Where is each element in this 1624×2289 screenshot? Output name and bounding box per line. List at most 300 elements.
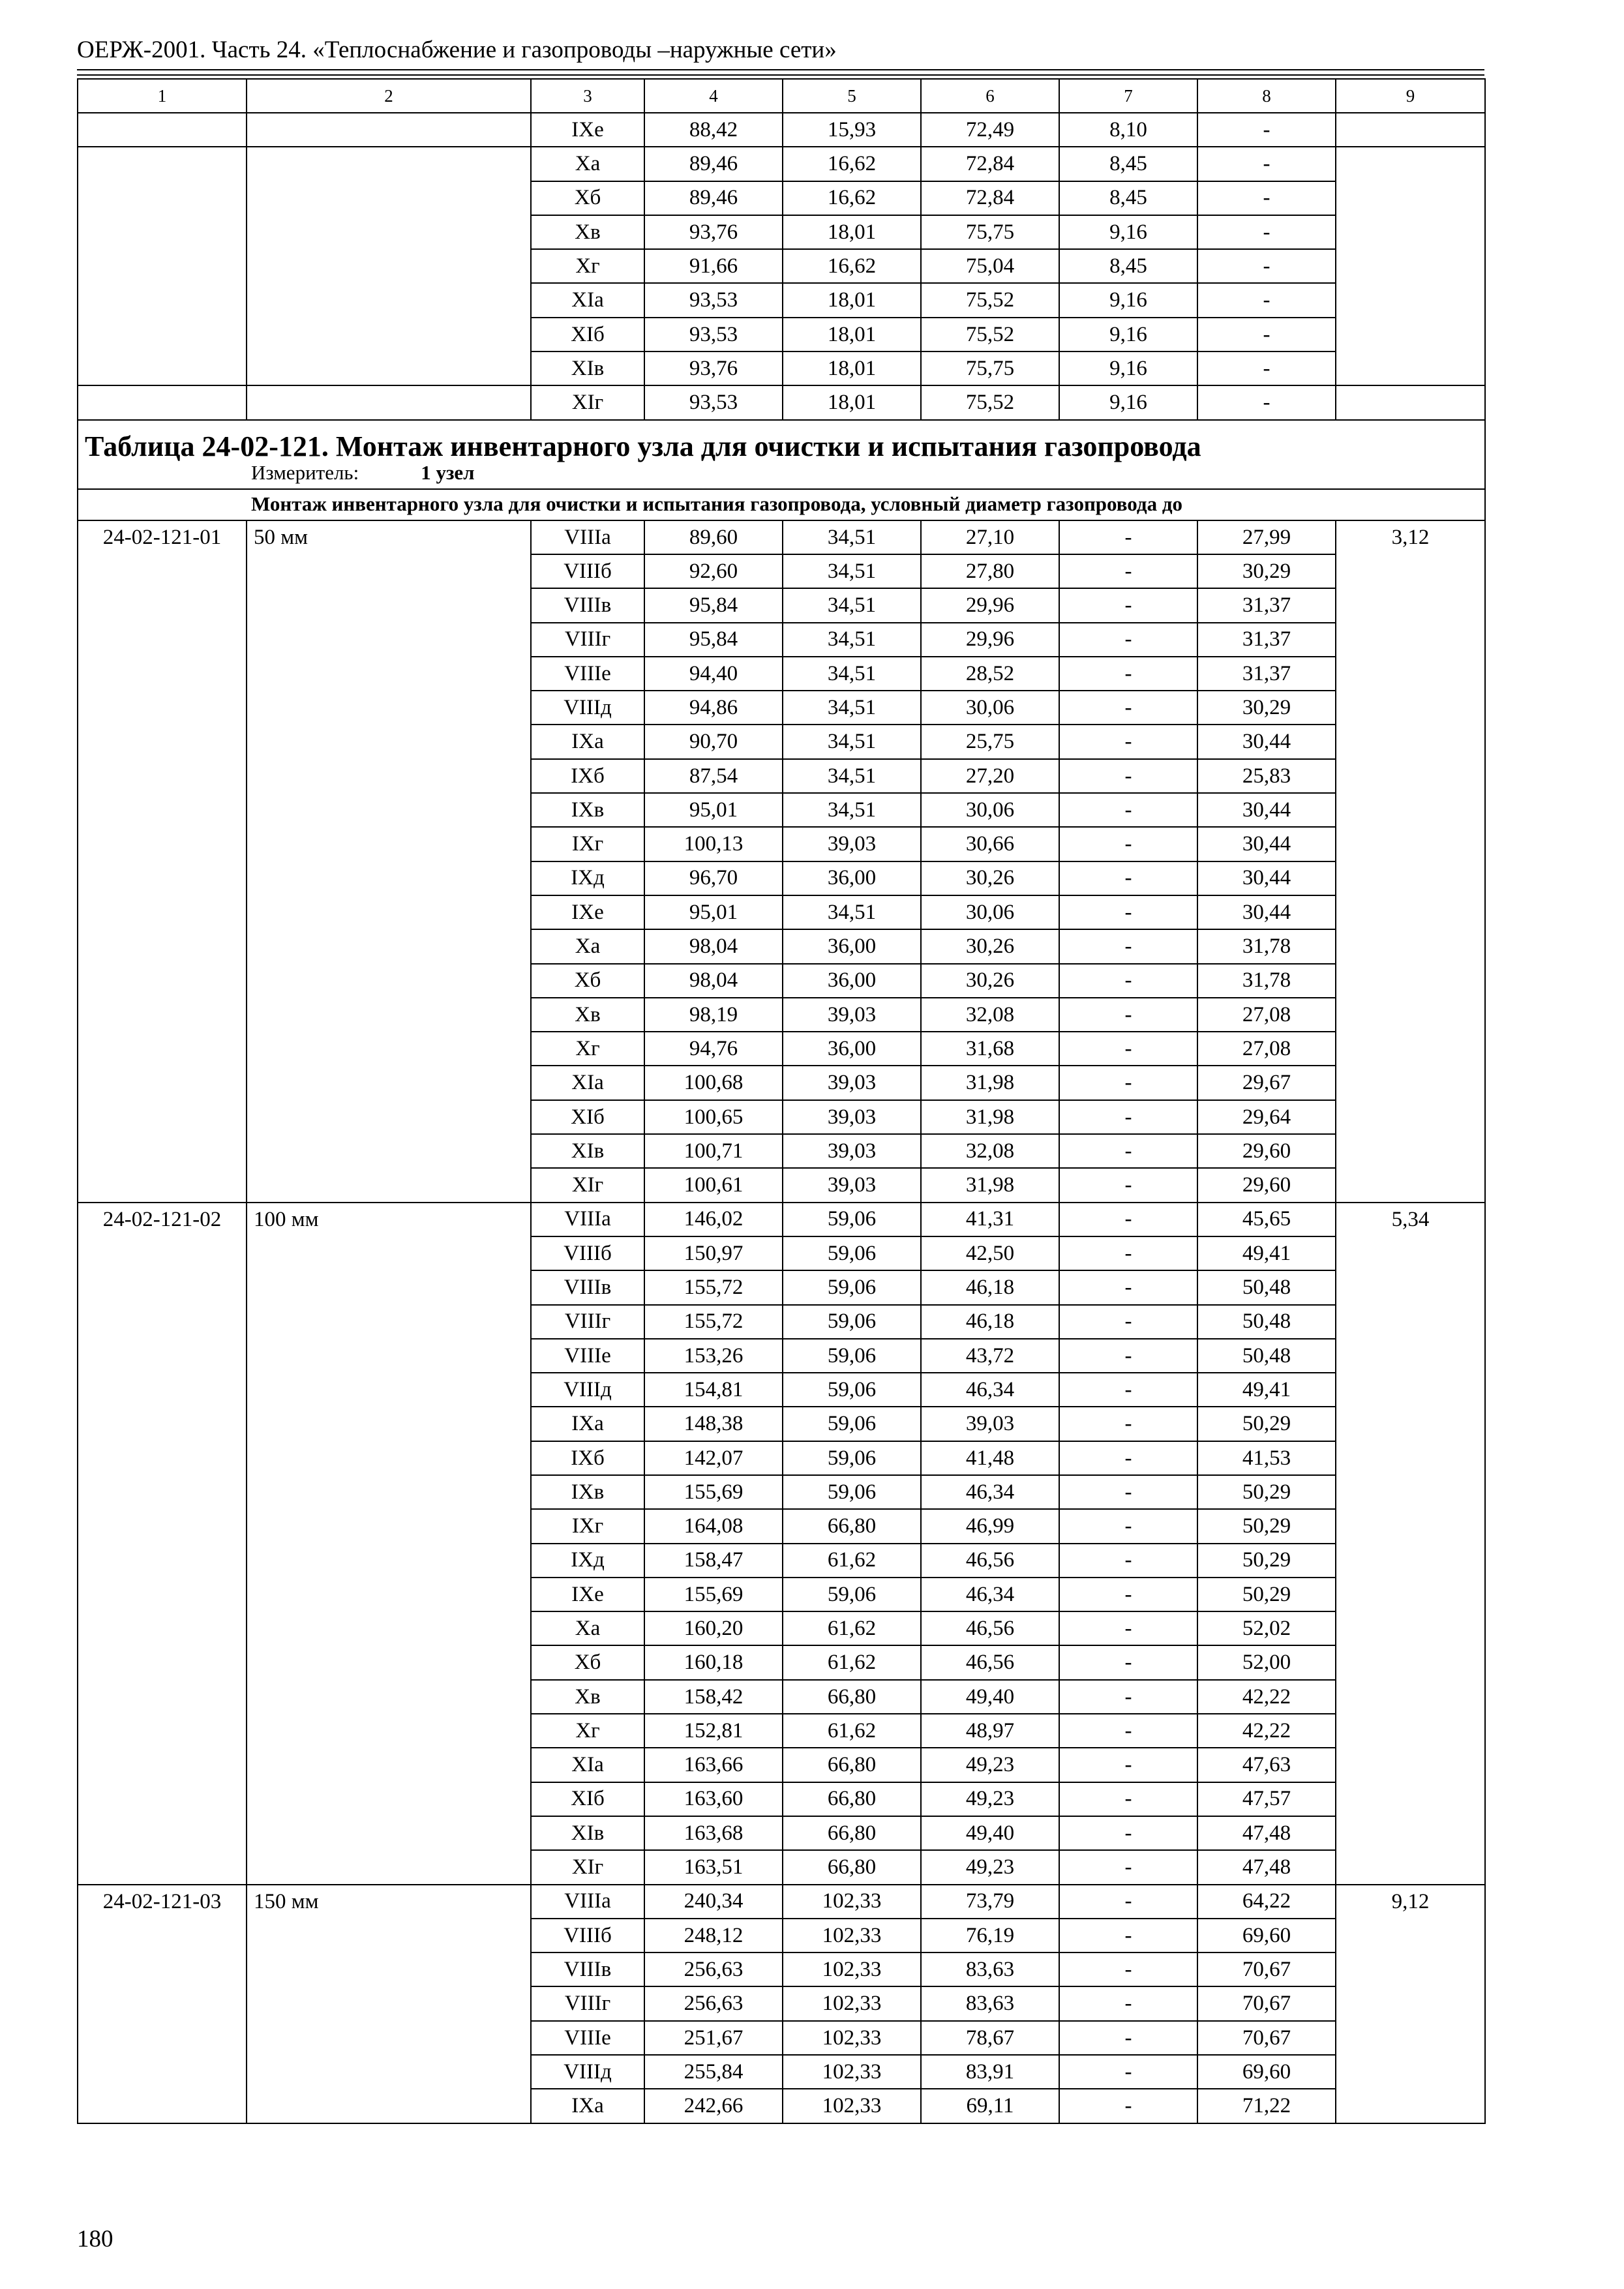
diameter-cell: [247, 283, 531, 317]
machines-cell: 49,40: [921, 1816, 1059, 1850]
page-header: ОЕРЖ-2001. Часть 24. «Теплоснабжение и газопроводы –наружные сети»: [77, 37, 837, 63]
machines-cell: 46,18: [921, 1305, 1059, 1339]
materials-cell: 30,29: [1197, 691, 1336, 725]
machines-cell: 46,56: [921, 1611, 1059, 1645]
machinist-wages-cell: -: [1059, 2089, 1197, 2123]
materials-cell: -: [1197, 249, 1336, 283]
machines-cell: 49,40: [921, 1680, 1059, 1714]
machinist-wages-cell: -: [1059, 691, 1197, 725]
norm-cell: [1336, 147, 1485, 181]
machinist-wages-cell: -: [1059, 1339, 1197, 1373]
total-cost-cell: 94,40: [644, 657, 783, 691]
table-row: [78, 520, 1485, 554]
machines-cell: 30,06: [921, 691, 1059, 725]
code-cell: [78, 147, 247, 181]
total-cost-cell: 93,53: [644, 283, 783, 317]
zone-cell: VIIIв: [531, 1952, 644, 1986]
machinist-wages-cell: -: [1059, 827, 1197, 861]
total-cost-cell: 95,84: [644, 623, 783, 657]
zone-cell: VIIIа: [531, 1885, 644, 1919]
materials-cell: 70,67: [1197, 1952, 1336, 1986]
total-cost-cell: 240,34: [644, 1885, 783, 1919]
zone-cell: IXб: [531, 1441, 644, 1475]
code-cell: [78, 181, 247, 215]
machinist-wages-cell: -: [1059, 929, 1197, 963]
materials-cell: 31,37: [1197, 657, 1336, 691]
zone-cell: XIг: [531, 1850, 644, 1884]
zone-cell: VIIIа: [531, 1203, 644, 1236]
wages-cell: 18,01: [783, 352, 921, 385]
diameter-cell: [247, 249, 531, 283]
machinist-wages-cell: 8,45: [1059, 147, 1197, 181]
header-rule: [77, 69, 1484, 70]
machinist-wages-cell: -: [1059, 2021, 1197, 2055]
table-row: [78, 352, 1485, 385]
wages-cell: 102,33: [783, 1885, 921, 1919]
materials-cell: 30,44: [1197, 861, 1336, 895]
zone-cell: IXв: [531, 793, 644, 827]
total-cost-cell: 95,01: [644, 895, 783, 929]
machines-cell: 49,23: [921, 1748, 1059, 1782]
wages-cell: 61,62: [783, 1714, 921, 1748]
total-cost-cell: 152,81: [644, 1714, 783, 1748]
wages-cell: 59,06: [783, 1305, 921, 1339]
wages-cell: 16,62: [783, 249, 921, 283]
column-number: 2: [247, 79, 531, 113]
header-rule-double: [77, 74, 1484, 76]
machines-cell: 75,75: [921, 352, 1059, 385]
machines-cell: 72,84: [921, 147, 1059, 181]
zone-cell: VIIIд: [531, 1373, 644, 1407]
zone-cell: XIг: [531, 385, 644, 419]
wages-cell: 34,51: [783, 725, 921, 758]
machinist-wages-cell: -: [1059, 1578, 1197, 1611]
rate-code: 24-02-121-03: [78, 1885, 247, 2123]
wages-cell: 59,06: [783, 1578, 921, 1611]
zone-cell: XIб: [531, 318, 644, 352]
total-cost-cell: 91,66: [644, 249, 783, 283]
machinist-wages-cell: -: [1059, 725, 1197, 758]
machines-cell: 75,52: [921, 318, 1059, 352]
materials-cell: 50,48: [1197, 1270, 1336, 1304]
machines-cell: 46,56: [921, 1645, 1059, 1679]
norm-cell: [1336, 385, 1485, 419]
wages-cell: 34,51: [783, 588, 921, 622]
machinist-wages-cell: -: [1059, 1919, 1197, 1952]
materials-cell: 49,41: [1197, 1373, 1336, 1407]
total-cost-cell: 98,04: [644, 964, 783, 998]
zone-cell: Xг: [531, 1714, 644, 1748]
wages-cell: 66,80: [783, 1816, 921, 1850]
zone-cell: VIIIе: [531, 657, 644, 691]
table-body: [78, 79, 1485, 2123]
pipe-diameter: 100 мм: [247, 1203, 531, 1885]
wages-cell: 39,03: [783, 827, 921, 861]
machinist-wages-cell: -: [1059, 1952, 1197, 1986]
meter-row: [78, 462, 1485, 489]
machines-cell: 31,98: [921, 1066, 1059, 1100]
zone-cell: VIIIд: [531, 2055, 644, 2089]
machines-cell: 27,20: [921, 759, 1059, 793]
machinist-wages-cell: 9,16: [1059, 318, 1197, 352]
materials-cell: -: [1197, 318, 1336, 352]
total-cost-cell: 242,66: [644, 2089, 783, 2123]
machinist-wages-cell: -: [1059, 554, 1197, 588]
machinist-wages-cell: -: [1059, 1203, 1197, 1236]
machinist-wages-cell: -: [1059, 1509, 1197, 1543]
machinist-wages-cell: -: [1059, 1270, 1197, 1304]
materials-cell: 29,60: [1197, 1134, 1336, 1168]
diameter-cell: [247, 181, 531, 215]
table-row: [78, 1203, 1485, 1236]
zone-cell: VIIIв: [531, 1270, 644, 1304]
wages-cell: 34,51: [783, 657, 921, 691]
norm-cell: [1336, 283, 1485, 317]
total-cost-cell: 90,70: [644, 725, 783, 758]
machinist-wages-cell: 9,16: [1059, 283, 1197, 317]
table-row: [78, 181, 1485, 215]
zone-cell: IXе: [531, 1578, 644, 1611]
zone-cell: Xа: [531, 147, 644, 181]
column-number: 6: [921, 79, 1059, 113]
pipe-diameter: 150 мм: [247, 1885, 531, 2123]
norm-cell: [1336, 113, 1485, 147]
table-row: [78, 147, 1485, 181]
total-cost-cell: 100,71: [644, 1134, 783, 1168]
wages-cell: 18,01: [783, 283, 921, 317]
machinist-wages-cell: -: [1059, 1373, 1197, 1407]
materials-cell: 50,29: [1197, 1475, 1336, 1509]
zone-cell: Xб: [531, 181, 644, 215]
machines-cell: 31,98: [921, 1168, 1059, 1202]
code-cell: [78, 215, 247, 249]
machines-cell: 30,06: [921, 793, 1059, 827]
total-cost-cell: 100,65: [644, 1100, 783, 1134]
materials-cell: 50,29: [1197, 1578, 1336, 1611]
total-cost-cell: 158,42: [644, 1680, 783, 1714]
machinist-wages-cell: -: [1059, 1544, 1197, 1578]
machinist-wages-cell: -: [1059, 1475, 1197, 1509]
zone-cell: VIIIг: [531, 623, 644, 657]
wages-cell: 36,00: [783, 1032, 921, 1066]
machines-cell: 43,72: [921, 1339, 1059, 1373]
wages-cell: 39,03: [783, 1100, 921, 1134]
total-cost-cell: 100,68: [644, 1066, 783, 1100]
column-number: 5: [783, 79, 921, 113]
zone-cell: XIа: [531, 1066, 644, 1100]
zone-cell: Xв: [531, 998, 644, 1032]
total-cost-cell: 154,81: [644, 1373, 783, 1407]
zone-cell: XIв: [531, 352, 644, 385]
machines-cell: 75,52: [921, 385, 1059, 419]
column-number: 1: [78, 79, 247, 113]
wages-cell: 34,51: [783, 691, 921, 725]
total-cost-cell: 163,51: [644, 1850, 783, 1884]
machines-cell: 46,34: [921, 1373, 1059, 1407]
wages-cell: 61,62: [783, 1645, 921, 1679]
materials-cell: 69,60: [1197, 1919, 1336, 1952]
total-cost-cell: 96,70: [644, 861, 783, 895]
machinist-wages-cell: -: [1059, 759, 1197, 793]
table-row: [78, 215, 1485, 249]
wages-cell: 102,33: [783, 2055, 921, 2089]
norm-cell: [1336, 215, 1485, 249]
total-cost-cell: 93,53: [644, 385, 783, 419]
wages-cell: 15,93: [783, 113, 921, 147]
machinist-wages-cell: 9,16: [1059, 215, 1197, 249]
machinist-wages-cell: -: [1059, 1032, 1197, 1066]
materials-cell: 70,67: [1197, 2021, 1336, 2055]
pipe-diameter: 50 мм: [247, 520, 531, 1203]
machinist-wages-cell: -: [1059, 1680, 1197, 1714]
machinist-wages-cell: -: [1059, 1134, 1197, 1168]
column-number: 3: [531, 79, 644, 113]
total-cost-cell: 94,76: [644, 1032, 783, 1066]
wages-cell: 61,62: [783, 1611, 921, 1645]
rate-code: 24-02-121-02: [78, 1203, 247, 1885]
rate-code: 24-02-121-01: [78, 520, 247, 1203]
diameter-cell: [247, 385, 531, 419]
zone-cell: IXа: [531, 1407, 644, 1441]
norm-cell: [1336, 249, 1485, 283]
machines-cell: 41,48: [921, 1441, 1059, 1475]
machines-cell: 46,99: [921, 1509, 1059, 1543]
zone-cell: XIб: [531, 1100, 644, 1134]
machines-cell: 49,23: [921, 1850, 1059, 1884]
materials-cell: 47,57: [1197, 1782, 1336, 1816]
wages-cell: 34,51: [783, 895, 921, 929]
total-cost-cell: 92,60: [644, 554, 783, 588]
total-cost-cell: 155,69: [644, 1578, 783, 1611]
total-cost-cell: 155,72: [644, 1270, 783, 1304]
machines-cell: 72,84: [921, 181, 1059, 215]
machines-cell: 72,49: [921, 113, 1059, 147]
zone-cell: IXг: [531, 1509, 644, 1543]
wages-cell: 66,80: [783, 1782, 921, 1816]
zone-cell: VIIIе: [531, 1339, 644, 1373]
total-cost-cell: 89,60: [644, 520, 783, 554]
wages-cell: 34,51: [783, 759, 921, 793]
zone-cell: Xа: [531, 1611, 644, 1645]
diameter-cell: [247, 147, 531, 181]
machines-cell: 30,66: [921, 827, 1059, 861]
machines-cell: 83,63: [921, 1952, 1059, 1986]
zone-cell: Xб: [531, 1645, 644, 1679]
total-cost-cell: 153,26: [644, 1339, 783, 1373]
column-number: 9: [1336, 79, 1485, 113]
diameter-cell: [247, 318, 531, 352]
table-title: Таблица 24-02-121. Монтаж инвентарного узла для очистки и испытания газопровода: [78, 420, 1485, 462]
total-cost-cell: 93,76: [644, 215, 783, 249]
machinist-wages-cell: -: [1059, 1407, 1197, 1441]
wages-cell: 61,62: [783, 1544, 921, 1578]
machinist-wages-cell: -: [1059, 1066, 1197, 1100]
machinist-wages-cell: -: [1059, 1611, 1197, 1645]
code-cell: [78, 113, 247, 147]
zone-cell: Xв: [531, 215, 644, 249]
machinist-wages-cell: -: [1059, 1714, 1197, 1748]
meter-label: Измеритель:: [251, 462, 359, 484]
machinist-wages-cell: 9,16: [1059, 352, 1197, 385]
zone-cell: Xг: [531, 249, 644, 283]
materials-cell: 30,44: [1197, 793, 1336, 827]
wages-cell: 39,03: [783, 1066, 921, 1100]
materials-cell: 50,48: [1197, 1305, 1336, 1339]
total-cost-cell: 94,86: [644, 691, 783, 725]
total-cost-cell: 164,08: [644, 1509, 783, 1543]
machines-cell: 29,96: [921, 623, 1059, 657]
total-cost-cell: 158,47: [644, 1544, 783, 1578]
norm-cell: [1336, 352, 1485, 385]
machines-cell: 48,97: [921, 1714, 1059, 1748]
wages-cell: 102,33: [783, 1919, 921, 1952]
zone-cell: IXв: [531, 1475, 644, 1509]
wages-cell: 59,06: [783, 1407, 921, 1441]
machinist-wages-cell: -: [1059, 1816, 1197, 1850]
wages-cell: 102,33: [783, 2021, 921, 2055]
zone-cell: IXг: [531, 827, 644, 861]
machinist-wages-cell: -: [1059, 588, 1197, 622]
machines-cell: 27,80: [921, 554, 1059, 588]
total-cost-cell: 89,46: [644, 147, 783, 181]
machinist-wages-cell: -: [1059, 964, 1197, 998]
machines-cell: 69,11: [921, 2089, 1059, 2123]
zone-cell: Xб: [531, 964, 644, 998]
machines-cell: 32,08: [921, 998, 1059, 1032]
materials-cell: 50,29: [1197, 1509, 1336, 1543]
materials-cell: 27,08: [1197, 998, 1336, 1032]
materials-cell: 31,37: [1197, 623, 1336, 657]
total-cost-cell: 163,60: [644, 1782, 783, 1816]
table-title-row: [78, 420, 1485, 462]
wages-cell: 66,80: [783, 1850, 921, 1884]
machinist-wages-cell: -: [1059, 1100, 1197, 1134]
machinist-wages-cell: 8,45: [1059, 249, 1197, 283]
meter-value: 1 узел: [421, 462, 475, 484]
materials-cell: 31,37: [1197, 588, 1336, 622]
machines-cell: 75,04: [921, 249, 1059, 283]
zone-cell: VIIIб: [531, 554, 644, 588]
zone-cell: VIIIб: [531, 1919, 644, 1952]
machinist-wages-cell: -: [1059, 1850, 1197, 1884]
wages-cell: 66,80: [783, 1748, 921, 1782]
machinist-wages-cell: 8,10: [1059, 113, 1197, 147]
zone-cell: VIIIг: [531, 1986, 644, 2020]
machinist-wages-cell: -: [1059, 1748, 1197, 1782]
total-cost-cell: 148,38: [644, 1407, 783, 1441]
machines-cell: 31,98: [921, 1100, 1059, 1134]
machinist-wages-cell: -: [1059, 2055, 1197, 2089]
machinist-wages-cell: -: [1059, 793, 1197, 827]
code-cell: [78, 352, 247, 385]
machines-cell: 30,26: [921, 964, 1059, 998]
wages-cell: 66,80: [783, 1680, 921, 1714]
wages-cell: 18,01: [783, 385, 921, 419]
wages-cell: 34,51: [783, 520, 921, 554]
zone-cell: XIа: [531, 1748, 644, 1782]
wages-cell: 66,80: [783, 1509, 921, 1543]
subheading-row: [78, 489, 1485, 520]
machines-cell: 46,18: [921, 1270, 1059, 1304]
zone-cell: IXе: [531, 895, 644, 929]
column-number: 8: [1197, 79, 1336, 113]
materials-cell: 29,64: [1197, 1100, 1336, 1134]
zone-cell: Xг: [531, 1032, 644, 1066]
wages-cell: 39,03: [783, 1168, 921, 1202]
rates-table: [77, 78, 1486, 2124]
wages-cell: 34,51: [783, 793, 921, 827]
materials-cell: 50,29: [1197, 1407, 1336, 1441]
materials-cell: -: [1197, 215, 1336, 249]
wages-cell: 59,06: [783, 1270, 921, 1304]
column-number: 7: [1059, 79, 1197, 113]
materials-cell: 45,65: [1197, 1203, 1336, 1236]
wages-cell: 59,06: [783, 1373, 921, 1407]
materials-cell: 29,67: [1197, 1066, 1336, 1100]
total-cost-cell: 255,84: [644, 2055, 783, 2089]
total-cost-cell: 163,66: [644, 1748, 783, 1782]
materials-cell: 41,53: [1197, 1441, 1336, 1475]
code-cell: [78, 318, 247, 352]
zone-cell: VIIIд: [531, 691, 644, 725]
table-row: [78, 249, 1485, 283]
materials-cell: 27,08: [1197, 1032, 1336, 1066]
total-cost-cell: 89,46: [644, 181, 783, 215]
norm-cell: [1336, 318, 1485, 352]
zone-cell: VIIIа: [531, 520, 644, 554]
machinist-wages-cell: -: [1059, 998, 1197, 1032]
materials-cell: 70,67: [1197, 1986, 1336, 2020]
total-cost-cell: 142,07: [644, 1441, 783, 1475]
total-cost-cell: 160,20: [644, 1611, 783, 1645]
materials-cell: 64,22: [1197, 1885, 1336, 1919]
zone-cell: IXд: [531, 1544, 644, 1578]
zone-cell: Xв: [531, 1680, 644, 1714]
column-number: 4: [644, 79, 783, 113]
machinist-wages-cell: -: [1059, 1782, 1197, 1816]
total-cost-cell: 248,12: [644, 1919, 783, 1952]
machinist-wages-cell: -: [1059, 1236, 1197, 1270]
subheading: Монтаж инвентарного узла для очистки и испытания газопровода, условный диаметр газопровода до: [78, 489, 1485, 520]
machines-cell: 41,31: [921, 1203, 1059, 1236]
materials-cell: 30,44: [1197, 725, 1336, 758]
zone-cell: Xа: [531, 929, 644, 963]
column-number-row: [78, 79, 1485, 113]
zone-cell: XIа: [531, 283, 644, 317]
machines-cell: 83,91: [921, 2055, 1059, 2089]
machines-cell: 30,06: [921, 895, 1059, 929]
zone-cell: XIб: [531, 1782, 644, 1816]
machinist-wages-cell: -: [1059, 1885, 1197, 1919]
zone-cell: VIIIв: [531, 588, 644, 622]
total-cost-cell: 95,01: [644, 793, 783, 827]
total-cost-cell: 100,13: [644, 827, 783, 861]
machines-cell: 32,08: [921, 1134, 1059, 1168]
materials-cell: -: [1197, 181, 1336, 215]
table-row: [78, 283, 1485, 317]
wages-cell: 34,51: [783, 623, 921, 657]
machines-cell: 30,26: [921, 929, 1059, 963]
zone-cell: XIг: [531, 1168, 644, 1202]
zone-cell: IXе: [531, 113, 644, 147]
table-row: [78, 318, 1485, 352]
total-cost-cell: 95,84: [644, 588, 783, 622]
wages-cell: 36,00: [783, 929, 921, 963]
materials-cell: 69,60: [1197, 2055, 1336, 2089]
table-row: [78, 1885, 1485, 1919]
total-cost-cell: 160,18: [644, 1645, 783, 1679]
materials-cell: 30,44: [1197, 895, 1336, 929]
